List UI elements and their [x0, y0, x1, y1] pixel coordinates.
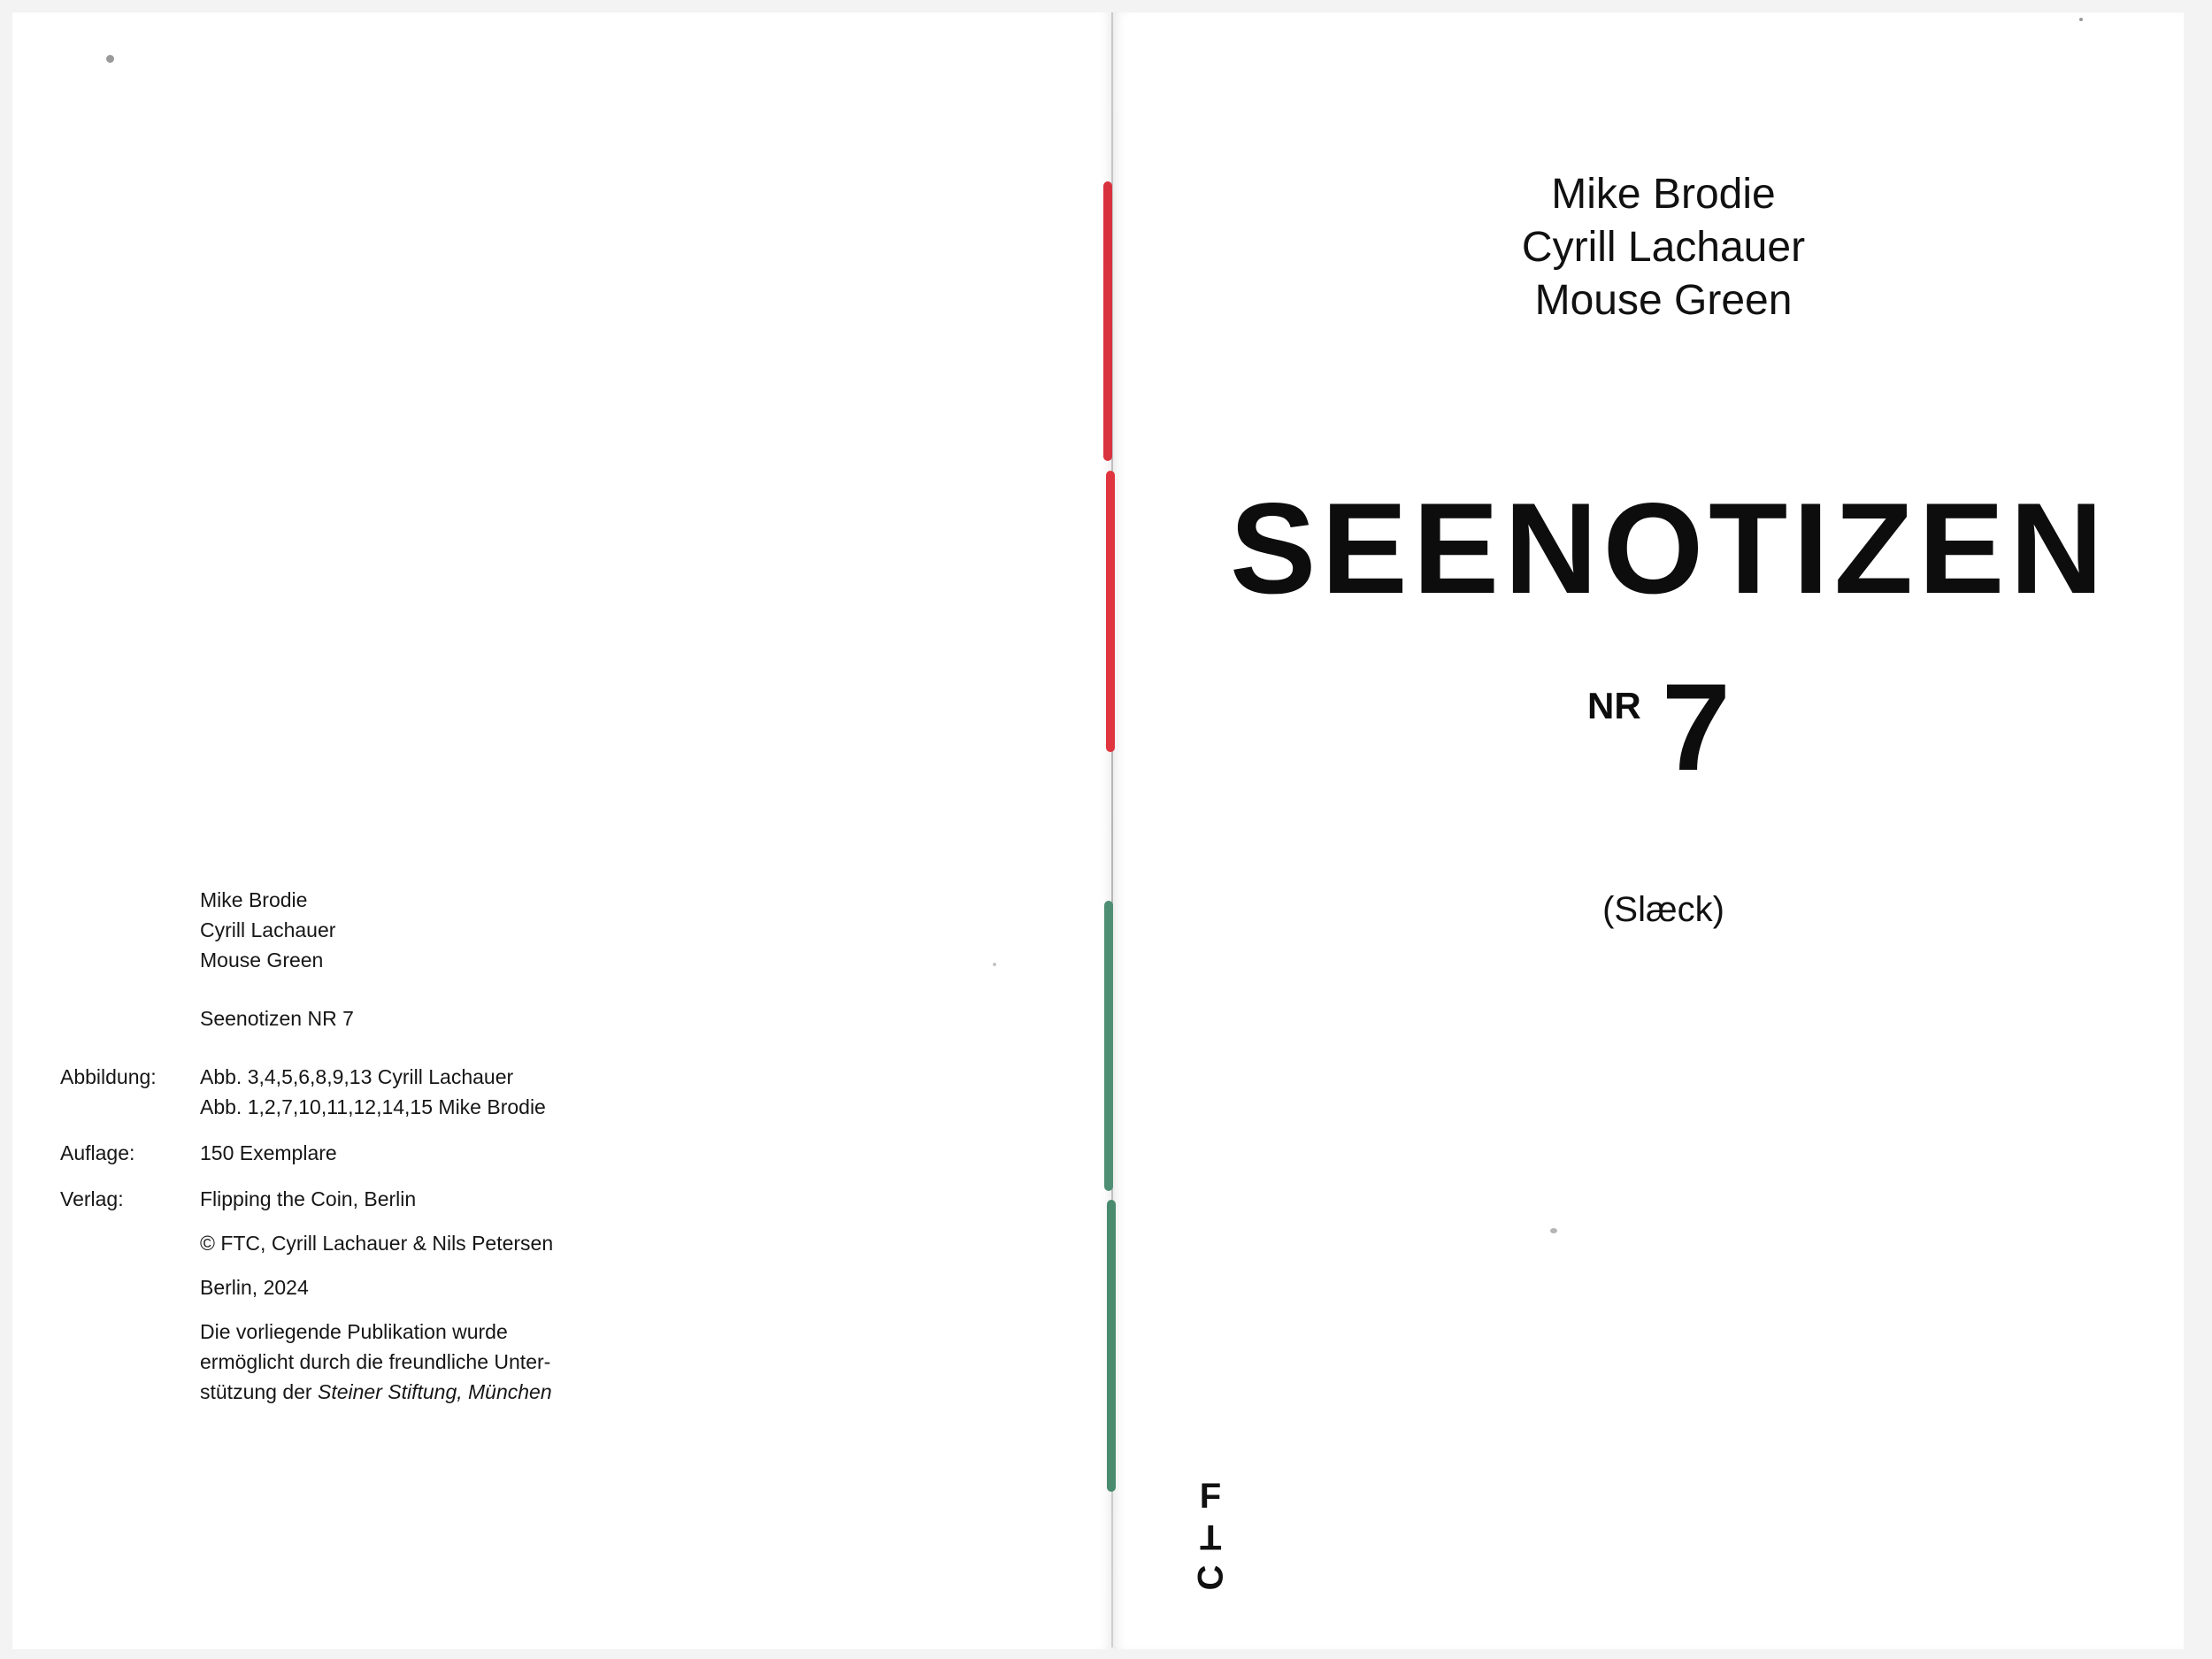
colophon-edition [60, 1138, 553, 1168]
colophon-author: Mike Brodie [200, 888, 308, 911]
ftc-logo [1190, 1476, 1230, 1598]
colophon-publisher [60, 1184, 553, 1214]
main-title: SEENOTIZEN [1230, 476, 2108, 620]
logo-letter-f: F [1199, 1477, 1222, 1516]
issue-prefix: NR [1587, 685, 1641, 726]
logo-letter-c: C [1190, 1564, 1230, 1591]
subtitle: (Slæck) [1602, 890, 1724, 929]
title-authors [1398, 168, 1929, 327]
support-note-line: ermöglicht durch die freundliche Unter- [200, 1350, 551, 1373]
issue-number-block [1575, 657, 1770, 796]
colophon-author: Mouse Green [200, 949, 324, 972]
colophon-illustrations [60, 1062, 553, 1122]
illustration-credit: Abb. 1,2,7,10,11,12,14,15 Mike Brodie [200, 1095, 546, 1118]
copyright-text: © FTC, Cyrill Lachauer & Nils Petersen [200, 1232, 554, 1255]
support-note-line: Die vorliegende Publikation wurde [200, 1320, 508, 1343]
title-author: Mouse Green [1534, 277, 1793, 324]
publisher-value: Flipping the Coin, Berlin [200, 1187, 417, 1210]
issue-number: 7 [1662, 657, 1731, 796]
binding-thread-green [1104, 901, 1113, 1191]
title-author: Cyrill Lachauer [1521, 224, 1806, 271]
illustration-credit: Abb. 3,4,5,6,8,9,13 Cyrill Lachauer [200, 1065, 514, 1088]
support-note-line: stützung der [200, 1380, 312, 1403]
binding-thread-green [1107, 1200, 1116, 1492]
colophon-copyright [60, 1228, 553, 1258]
paper-speck [2079, 18, 2083, 21]
paper-speck [1550, 1228, 1557, 1233]
logo-letter-t: T [1199, 1517, 1222, 1556]
place-year-text: Berlin, 2024 [200, 1276, 309, 1299]
binding-thread-red [1106, 471, 1115, 752]
colophon-series [60, 1003, 553, 1033]
colophon-place-year [60, 1272, 553, 1302]
edition-label: Auflage: [60, 1141, 135, 1164]
binding-thread-red [1103, 181, 1112, 461]
colophon-authors [60, 885, 553, 975]
colophon-author: Cyrill Lachauer [200, 918, 336, 941]
paper-speck [993, 963, 996, 966]
publisher-label: Verlag: [60, 1187, 124, 1210]
colophon [60, 885, 553, 1407]
title-author: Mike Brodie [1551, 171, 1776, 218]
support-note-line-last [200, 1377, 553, 1407]
sponsor-name: Steiner Stiftung, München [317, 1380, 552, 1403]
illustration-label: Abbildung: [60, 1065, 157, 1088]
edition-value: 150 Exemplare [200, 1141, 337, 1164]
colophon-support-note [60, 1317, 553, 1407]
paper-speck [106, 55, 114, 63]
series-title: Seenotizen NR 7 [200, 1007, 354, 1030]
